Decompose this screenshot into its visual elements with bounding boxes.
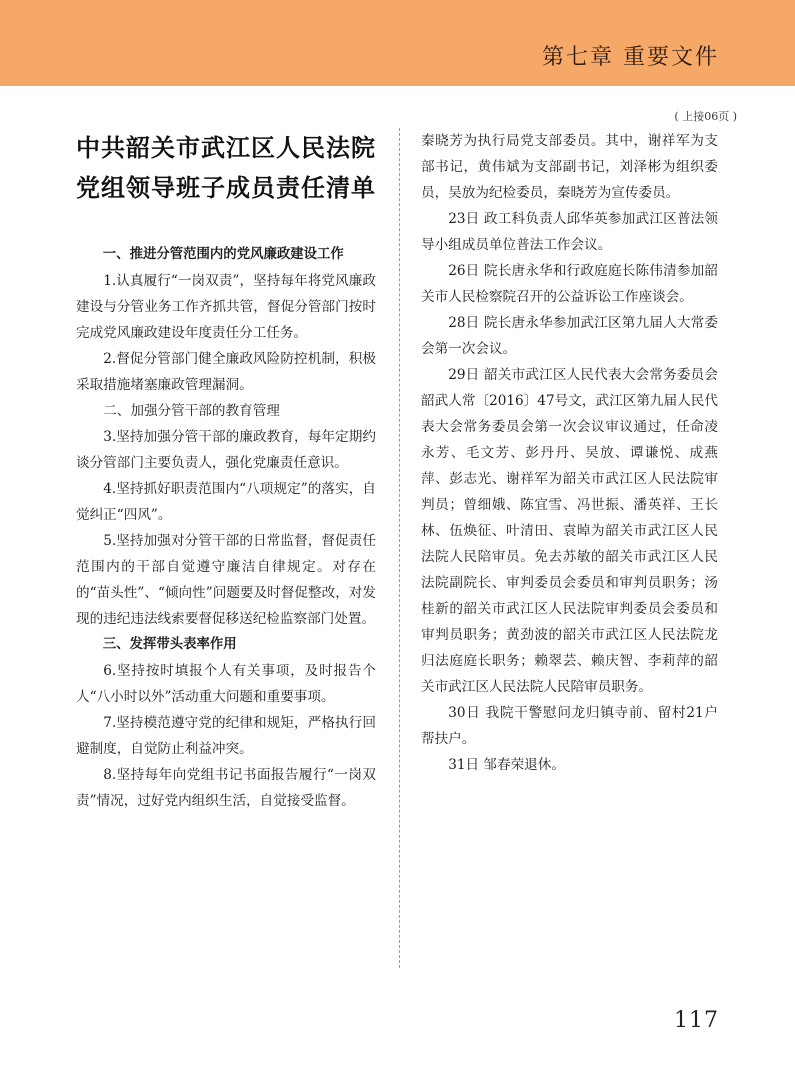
article-title-line-1: 中共韶关市武江区人民法院 (76, 134, 376, 162)
section-heading-3: 三、发挥带头表率作用 (102, 637, 237, 652)
chapter-header-band (0, 0, 795, 86)
list-item-4: 4.坚持抓好职责范围内“八项规定”的落实，自觉纠正“四风”。 (76, 481, 376, 523)
list-item-1: 1.认真履行“一岗双责”，坚持每年将党风廉政建设与分管业务工作齐抓共管，督促分管部门按时完成党风廉政建设年度责任分工任务。 (76, 273, 376, 341)
chronicle-entry-continued: 秦晓芳为执行局党支部委员。其中，谢祥军为支部书记，黄伟斌为支部副书记，刘泽彬为组织委员，吴放为纪检委员，秦晓芳为宣传委员。 (421, 133, 718, 201)
chronicle-entry-30: 30日 我院干警慰问龙归镇寺前、留村21户帮扶户。 (421, 705, 718, 747)
chronicle-entry-23: 23日 政工科负责人邱华英参加武江区普法领导小组成员单位普法工作会议。 (421, 211, 718, 253)
chapter-title: 第七章 重要文件 (542, 45, 719, 70)
list-item-8: 8.坚持每年向党组书记书面报告履行“一岗双责”情况，过好党内组织生活，自觉接受监督。 (76, 767, 376, 809)
section-heading-2: 二、加强分管干部的教育管理 (103, 403, 280, 419)
chronicle-column (421, 128, 718, 778)
chronicle-entry-29: 29日 韶关市武江区人民代表大会常务委员会韶武人常〔2016〕47号文，武江区第九届人民代表大会常务委员会第一次会议审议通过，任命凌永芳、毛文芳、彭丹丹、吴放、谭谦悦、成燕萍、彭志光、谢祥军为韶关市武江区人民法院审判员；曾细娥、陈宜雪、冯世振、潘英祥、王长林、伍焕征、叶清田、袁晫为韶关市武江区人民法院人民陪审员。免去苏敏的韶关市武江区人民法院副院长、审判委员会委员和审判员职务；汤桂新的韶关市武江区人民法院审判委员会委员和审判员职务；黄劲波的韶关市武江区人民法院龙归法庭庭长职务；赖翠芸、赖庆智、李莉萍的韶关市武江区人民法院人民陪审员职务。 (421, 367, 718, 695)
list-item-7: 7.坚持模范遵守党的纪律和规矩，严格执行回避制度，自觉防止利益冲突。 (76, 715, 376, 757)
list-item-2: 2.督促分管部门健全廉政风险防控机制，积极采取措施堵塞廉政管理漏洞。 (76, 351, 376, 393)
continued-note: ( 上接06页 ) (674, 110, 737, 123)
list-item-5: 5.坚持加强对分管干部的日常监督，督促责任范围内的干部自觉遵守廉洁自律规定。对存在的“苗头性”、“倾向性”问题要及时督促整改，对发现的违纪违法线索要督促移送纪检监察部门处置。 (76, 533, 376, 627)
chronicle-entry-26: 26日 院长唐永华和行政庭庭长陈伟清参加韶关市人民检察院召开的公益诉讼工作座谈会。 (421, 263, 718, 305)
article-title-line-2: 党组领导班子成员责任清单 (76, 174, 376, 202)
article-title (76, 128, 376, 208)
chronicle-entry-31: 31日 邹春荣退休。 (448, 757, 565, 773)
chronicle-entry-28: 28日 院长唐永华参加武江区第九届人大常委会第一次会议。 (421, 315, 718, 357)
page-number: 117 (674, 1008, 719, 1033)
section-heading-1: 一、推进分管范围内的党风廉政建设工作 (102, 247, 344, 262)
responsibility-list-column (76, 128, 376, 814)
list-item-6: 6.坚持按时填报个人有关事项，及时报告个人“八小时以外”活动重大问题和重要事项。 (76, 663, 376, 705)
list-item-3: 3.坚持加强分管干部的廉政教育，每年定期约谈分管部门主要负责人，强化党廉责任意识。 (76, 429, 376, 471)
column-divider (399, 128, 401, 968)
